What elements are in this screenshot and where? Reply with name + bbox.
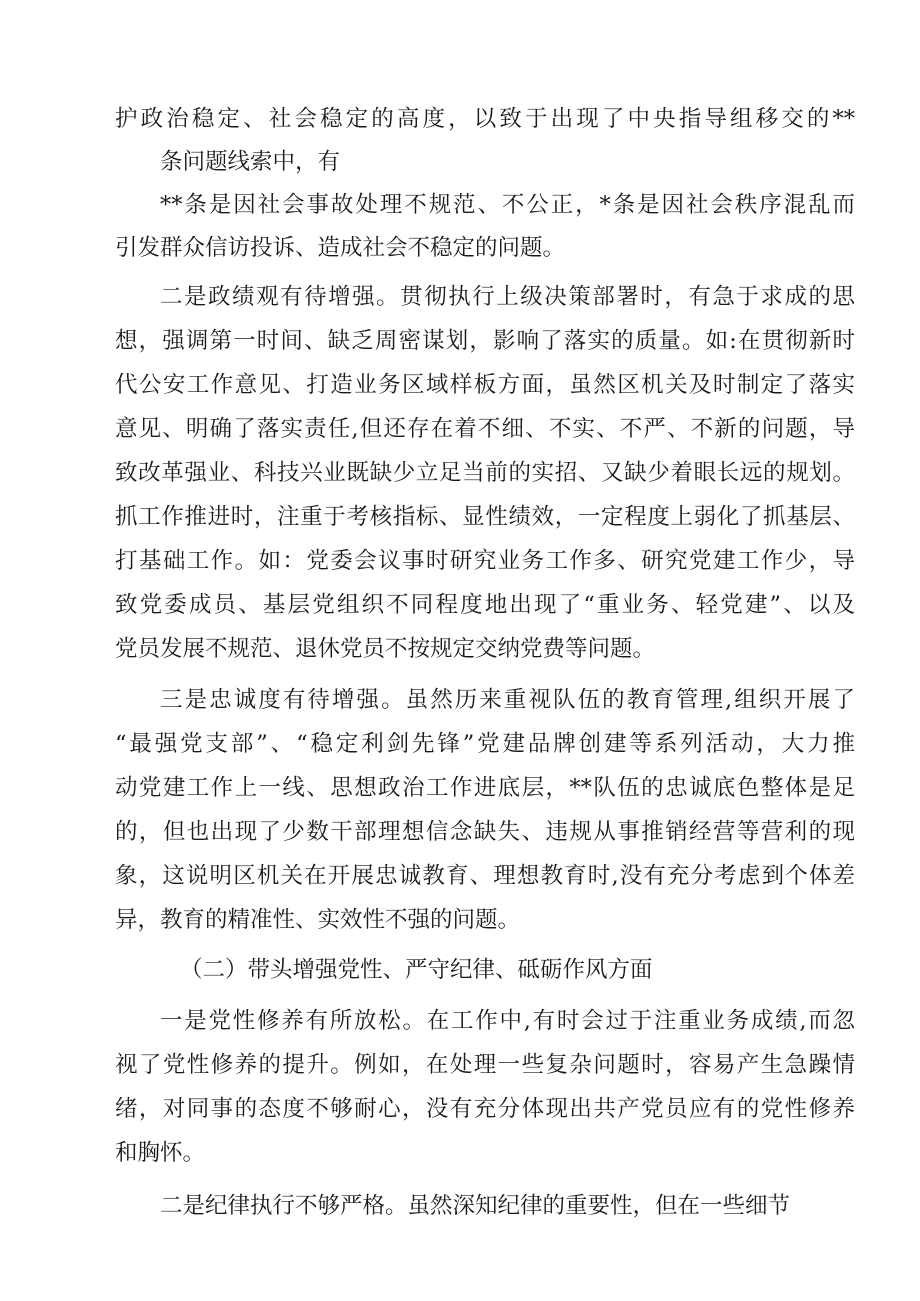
paragraph-5-line-1: 二是纪律执行不够严格。虽然深知纪律的重要性，但在一些细节 — [160, 1193, 791, 1219]
paragraph-3-line-4: 的，但也出现了少数干部理想信念缺失、违规从事推销经营等营利的现 — [115, 819, 855, 845]
paragraph-4-line-1: 一是党性修养有所放松。在工作中,有时会过于注重业务成绩,而忽 — [160, 1008, 855, 1034]
paragraph-2-line-3: 代公安工作意见、打造业务区域样板方面，虽然区机关及时制定了落实 — [115, 372, 855, 398]
paragraph-4-line-4: 和胸怀。 — [115, 1140, 206, 1166]
paragraph-2-line-9: 党员发展不规范、退休党员不按规定交纳党费等问题。 — [115, 636, 656, 662]
text-line-1: 护政治稳定、社会稳定的高度，以致于出现了中央指导组移交的** — [115, 106, 855, 132]
paragraph-4-line-2: 视了党性修养的提升。例如，在处理一些复杂问题时，容易产生急躁情 — [115, 1052, 855, 1078]
paragraph-2-line-1: 二是政绩观有待增强。贯彻执行上级决策部署时，有急于求成的思 — [160, 284, 855, 310]
paragraph-3-line-6: 异，教育的精准性、实效性不强的问题。 — [115, 907, 521, 933]
text-line-3: **条是因社会事故处理不规范、不公正，*条是因社会秩序混乱而 — [160, 192, 855, 218]
text-line-4: 引发群众信访投诉、造成社会不稳定的问题。 — [115, 235, 566, 261]
paragraph-2-line-5: 致改革强业、科技兴业既缺少立足当前的实招、又缺少着眼长远的规划。 — [115, 460, 855, 486]
paragraph-2-line-8: 致党委成员、基层党组织不同程度地出现了“重业务、轻党建”、以及 — [115, 592, 855, 618]
paragraph-2-line-4: 意见、明确了落实责任,但还存在着不细、不实、不严、不新的问题，导 — [115, 416, 855, 442]
text-line-2: 条问题线索中，有 — [160, 149, 341, 175]
section-heading: （二）带头增强党性、严守纪律、砥砺作风方面 — [180, 957, 653, 983]
paragraph-2-line-7: 打基础工作。如：党委会议事时研究业务工作多、研究党建工作少，导 — [115, 548, 855, 574]
paragraph-3-line-3: 动党建工作上一线、思想政治工作进底层，**队伍的忠诚底色整体是足 — [115, 775, 855, 801]
paragraph-2-line-6: 抓工作推进时，注重于考核指标、显性绩效，一定程度上弱化了抓基层、 — [115, 504, 855, 530]
paragraph-3-line-1: 三是忠诚度有待增强。虽然历来重视队伍的教育管理,组织开展了 — [160, 687, 855, 713]
paragraph-3-line-5: 象，这说明区机关在开展忠诚教育、理想教育时,没有充分考虑到个体差 — [115, 863, 855, 889]
paragraph-4-line-3: 绪，对同事的态度不够耐心，没有充分体现出共产党员应有的党性修养 — [115, 1096, 855, 1122]
paragraph-2-line-2: 想，强调第一时间、缺乏周密谋划，影响了落实的质量。如:在贯彻新时 — [115, 328, 855, 354]
paragraph-3-line-2: “最强党支部”、“稳定利剑先锋”党建品牌创建等系列活动，大力推 — [115, 731, 855, 757]
